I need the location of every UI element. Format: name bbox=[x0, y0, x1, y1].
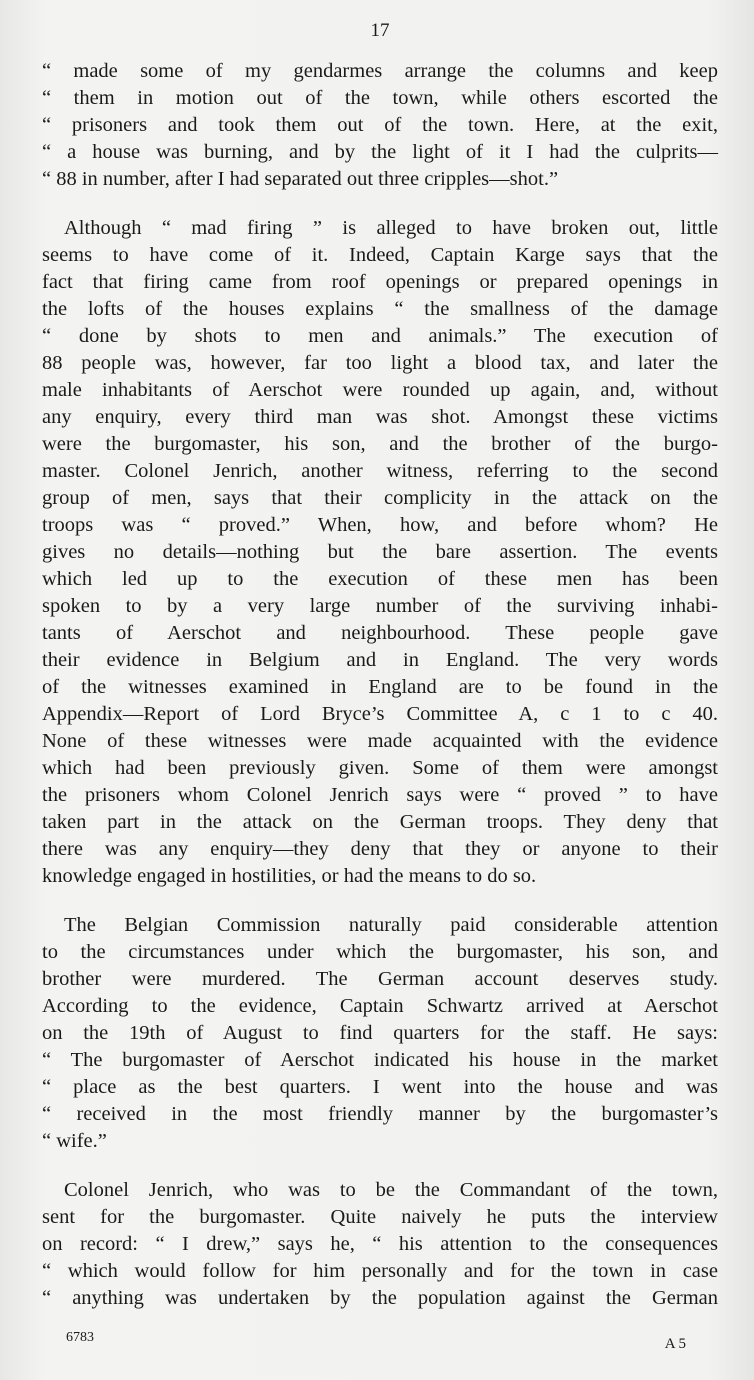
text-line: knowledge engaged in hostilities, or had the means to do so. bbox=[42, 865, 537, 887]
text-line: which led up to the execution of these men has been bbox=[42, 568, 718, 590]
paragraph-4 bbox=[42, 1177, 718, 1312]
text-line: “ made some of my gendarmes arrange the columns and keep bbox=[42, 60, 718, 82]
text-line: the prisoners whom Colonel Jenrich says were “ proved ” to have bbox=[42, 784, 718, 806]
text-line: Although “ mad firing ” is alleged to have broken out, little bbox=[64, 217, 718, 239]
text-line: on the 19th of August to find quarters for the staff. He says: bbox=[42, 1022, 718, 1044]
text-line: According to the evidence, Captain Schwartz arrived at Aerschot bbox=[42, 995, 718, 1017]
text-line: master. Colonel Jenrich, another witness, referring to the second bbox=[42, 460, 718, 482]
text-line: troops was “ proved.” When, how, and before whom? He bbox=[42, 514, 718, 536]
page-number: 17 bbox=[370, 20, 390, 41]
gathering-mark: A 5 bbox=[664, 1336, 686, 1352]
text-line: group of men, says that their complicity in the attack on the bbox=[42, 487, 718, 509]
text-line: seems to have come of it. Indeed, Captain Karge says that the bbox=[42, 244, 718, 266]
text-line: “ done by shots to men and animals.” The execution of bbox=[42, 325, 718, 347]
text-line: spoken to by a very large number of the surviving inhabi- bbox=[42, 595, 718, 617]
text-line: None of these witnesses were made acquainted with the evidence bbox=[42, 730, 718, 752]
text-line: “ received in the most friendly manner by the burgomaster’s bbox=[42, 1103, 718, 1125]
paragraph-3 bbox=[42, 912, 718, 1155]
paragraph-1 bbox=[42, 58, 718, 193]
text-line: tants of Aerschot and neighbourhood. These people gave bbox=[42, 622, 718, 644]
text-line: “ The burgomaster of Aerschot indicated his house in the market bbox=[42, 1049, 718, 1071]
text-line: “ 88 in number, after I had separated out three cripples—shot.” bbox=[42, 168, 559, 190]
text-line: the lofts of the houses explains “ the smallness of the damage bbox=[42, 298, 718, 320]
text-line: “ anything was undertaken by the population against the German bbox=[42, 1287, 718, 1309]
text-line: brother were murdered. The German account deserves study. bbox=[42, 968, 718, 990]
text-line: male inhabitants of Aerschot were rounded up again, and, without bbox=[42, 379, 718, 401]
text-line: The Belgian Commission naturally paid considerable attention bbox=[64, 914, 718, 936]
text-line: were the burgomaster, his son, and the brother of the burgo- bbox=[42, 433, 718, 455]
text-line: “ place as the best quarters. I went into the house and was bbox=[42, 1076, 718, 1098]
text-line: any enquiry, every third man was shot. Amongst these victims bbox=[42, 406, 718, 428]
text-line: “ wife.” bbox=[42, 1130, 107, 1152]
text-line: there was any enquiry—they deny that they or anyone to their bbox=[42, 838, 718, 860]
text-line: “ prisoners and took them out of the town. Here, at the exit, bbox=[42, 114, 718, 136]
text-line: fact that firing came from roof openings or prepared openings in bbox=[42, 271, 718, 293]
text-line: gives no details—nothing but the bare assertion. The events bbox=[42, 541, 718, 563]
text-line: “ which would follow for him personally and for the town in case bbox=[42, 1260, 718, 1282]
text-line: sent for the burgomaster. Quite naively he puts the interview bbox=[42, 1206, 718, 1228]
text-line: which had been previously given. Some of them were amongst bbox=[42, 757, 718, 779]
text-line: 88 people was, however, far too light a blood tax, and later the bbox=[42, 352, 718, 374]
text-line: “ them in motion out of the town, while others escorted the bbox=[42, 87, 718, 109]
text-line: on record: “ I drew,” says he, “ his attention to the consequences bbox=[42, 1233, 718, 1255]
text-line: their evidence in Belgium and in England. The very words bbox=[42, 649, 718, 671]
text-line: of the witnesses examined in England are to be found in the bbox=[42, 676, 718, 698]
text-line: taken part in the attack on the German troops. They deny that bbox=[42, 811, 718, 833]
text-line: to the circumstances under which the burgomaster, his son, and bbox=[42, 941, 718, 963]
paragraph-2 bbox=[42, 215, 718, 890]
text-line: Colonel Jenrich, who was to be the Commandant of the town, bbox=[64, 1179, 718, 1201]
text-line: Appendix—Report of Lord Bryce’s Committee A, c 1 to c 40. bbox=[42, 703, 718, 725]
text-line: “ a house was burning, and by the light of it I had the culprits— bbox=[42, 141, 718, 163]
printer-signature-number: 6783 bbox=[66, 1330, 94, 1345]
